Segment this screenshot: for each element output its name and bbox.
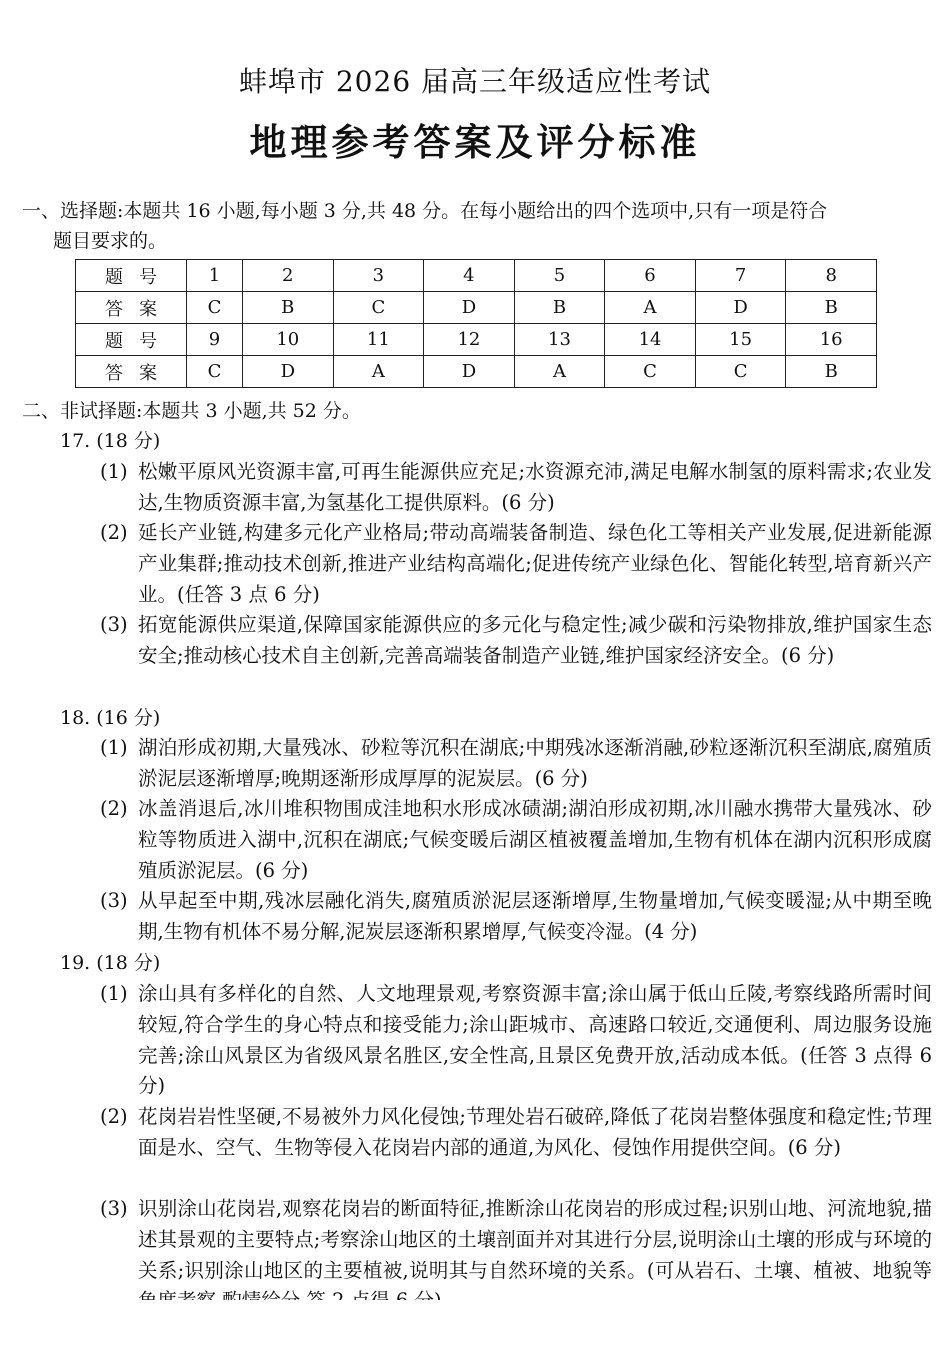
table-cell-number: 9 — [187, 324, 243, 356]
table-cell-number: 2 — [243, 260, 334, 292]
table-cell-number: 7 — [695, 260, 786, 292]
table-label-answer: 答案 — [76, 292, 187, 324]
part-text: 识别涂山花岗岩,观察花岗岩的断面特征,推断涂山花岗岩的形成过程;识别山地、河流地貌,描述其景观的主要特点;考察涂山地区的土壤剖面并对其进行分层,说明涂山土壤的形成与环境的关系;识别涂山地区的主要植被,说明其与自然环境的关系。(可从岩石、土壤、植被、地貌等 — [138, 1197, 932, 1282]
table-cell-number: 1 — [187, 260, 243, 292]
question-17-part-1 — [100, 457, 932, 519]
exam-title: 蚌埠市 2026 届高三年级适应性考试 — [238, 65, 712, 98]
table-label-number: 题号 — [76, 260, 187, 292]
table-cell-number: 6 — [605, 260, 696, 292]
table-cell-answer: D — [243, 356, 334, 388]
table-cell-number: 13 — [514, 324, 605, 356]
part-number: (2) — [100, 1105, 128, 1128]
part-number: (1) — [100, 982, 128, 1005]
question-18-part-1 — [100, 733, 932, 795]
table-cell-answer: C — [333, 292, 424, 324]
part-text: 花岗岩岩性坚硬,不易被外力风化侵蚀;节理处岩石破碎,降低了花岗岩整体强度和稳定性;节理面是水、空气、生物等侵入花岗岩内部的通道,为风化、侵蚀作用提供空间。(6 分) — [138, 1105, 932, 1159]
question-18-part-2 — [100, 794, 932, 886]
section2-heading: 二、非试择题:本题共 3 小题,共 52 分。 — [22, 400, 361, 422]
part-text: 冰盖消退后,冰川堆积物围成洼地积水形成冰碛湖;湖泊形成初期,冰川融水携带大量残冰、砂粒等物质进入湖中,沉积在湖底;气候变暖后湖区植被覆盖增加,生物有机体在湖内沉积形成腐殖质淤泥层。(6 分) — [138, 797, 932, 882]
table-cell-answer: C — [187, 292, 243, 324]
table-cell-answer: D — [424, 356, 515, 388]
question-17-label: 17. (18 分) — [60, 430, 161, 452]
part-number: (1) — [100, 460, 128, 483]
question-18-label: 18. (16 分) — [60, 707, 161, 729]
table-cell-number: 16 — [786, 324, 877, 356]
part-number: (2) — [100, 521, 128, 544]
table-cell-answer: C — [187, 356, 243, 388]
part-text: 拓宽能源供应渠道,保障国家能源供应的多元化与稳定性;减少碳和污染物排放,维护国家生态安全;推动核心技术自主创新,完善高端装备制造产业链,维护国家经济安全。(6 分) — [138, 613, 932, 667]
table-cell-answer: B — [514, 292, 605, 324]
part-number: (3) — [100, 613, 128, 636]
table-row-numbers-2 — [76, 324, 877, 356]
page-cutoff — [0, 1300, 950, 1364]
table-cell-answer: C — [695, 356, 786, 388]
table-cell-answer: D — [695, 292, 786, 324]
table-cell-number: 15 — [695, 324, 786, 356]
table-cell-number: 4 — [424, 260, 515, 292]
answer-table — [75, 259, 877, 388]
table-cell-number: 11 — [333, 324, 424, 356]
section1-heading-line1: 一、选择题:本题共 16 小题,每小题 3 分,共 48 分。在每小题给出的四个选项中,只有一项是符合 — [22, 200, 828, 222]
table-label-answer: 答案 — [76, 356, 187, 388]
table-cell-number: 10 — [243, 324, 334, 356]
table-row-answers-2 — [76, 356, 877, 388]
part-number: (1) — [100, 736, 128, 759]
question-19-label: 19. (18 分) — [60, 952, 161, 974]
part-number: (3) — [100, 889, 128, 912]
question-17-part-2 — [100, 518, 932, 610]
table-cell-number: 12 — [424, 324, 515, 356]
question-17-part-3 — [100, 610, 932, 672]
table-cell-answer: A — [333, 356, 424, 388]
part-text: 湖泊形成初期,大量残冰、砂粒等沉积在湖底;中期残冰逐渐消融,砂粒逐渐沉积至湖底,腐殖质淤泥层逐渐增厚;晚期逐渐形成厚厚的泥炭层。(6 分) — [138, 736, 932, 790]
table-row-answers-1 — [76, 292, 877, 324]
table-cell-number: 8 — [786, 260, 877, 292]
table-cell-answer: C — [605, 356, 696, 388]
table-cell-answer: A — [514, 356, 605, 388]
table-cell-answer: B — [243, 292, 334, 324]
table-cell-answer: B — [786, 292, 877, 324]
document-title: 地理参考答案及评分标准 — [249, 121, 701, 164]
table-cell-answer: B — [786, 356, 877, 388]
question-18-part-3 — [100, 886, 932, 948]
table-row-numbers-1 — [76, 260, 877, 292]
table-label-number: 题号 — [76, 324, 187, 356]
part-text: 从早起至中期,残冰层融化消失,腐殖质淤泥层逐渐增厚,生物量增加,气候变暖湿;从中期至晚期,生物有机体不易分解,泥炭层逐渐积累增厚,气候变冷湿。(4 分) — [138, 889, 932, 943]
section1-heading — [22, 196, 932, 256]
table-cell-number: 14 — [605, 324, 696, 356]
question-19-part-3 — [100, 1194, 932, 1317]
table-cell-number: 5 — [514, 260, 605, 292]
part-number: (3) — [100, 1197, 128, 1220]
table-cell-answer: D — [424, 292, 515, 324]
table-cell-answer: A — [605, 292, 696, 324]
part-text: 延长产业链,构建多元化产业格局;带动高端装备制造、绿色化工等相关产业发展,促进新能源产业集群;推动技术创新,推进产业结构高端化;促进传统产业绿色化、智能化转型,培育新兴产业。(任答 3 点 6 分) — [138, 521, 932, 606]
part-text: 涂山具有多样化的自然、人文地理景观,考察资源丰富;涂山属于低山丘陵,考察线路所需时间较短,符合学生的身心特点和接受能力;涂山距城市、高速路口较近,交通便利、周边服务设施完善;涂山风景区为省级风景名胜区,安全性高,且景区免费开放,活动成本低。(任答 3 点得 6 分) — [138, 982, 932, 1098]
part-text: 松嫩平原风光资源丰富,可再生能源供应充足;水资源充沛,满足电解水制氢的原料需求;农业发达,生物质资源丰富,为氢基化工提供原料。(6 分) — [138, 460, 932, 514]
table-cell-number: 3 — [333, 260, 424, 292]
section1-heading-line2: 题目要求的。 — [53, 230, 168, 252]
question-19-part-1 — [100, 979, 932, 1102]
part-number: (2) — [100, 797, 128, 820]
question-19-part-2 — [100, 1102, 932, 1164]
